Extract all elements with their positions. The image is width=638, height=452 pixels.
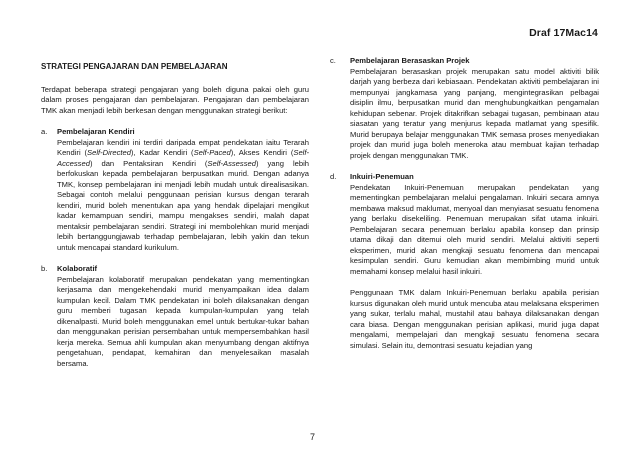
strategy-b: [41, 264, 309, 369]
left-column: [41, 54, 309, 380]
strategy-text: Pembelajaran kendiri ini terdiri daripada empat pendekatan iaitu Terarah Kendiri (Self-Directed), Kadar Kendiri (Self-Paced), Akses Kendiri (Self-Accessed) dan Pentaksiran Kendiri (Self-Assessed) yang lebih berfokuskan kepada pembelajaran berpusatkan murid. Dengan adanya TMK, konsep pembelajaran ini menjadi lebih mudah untuk direalisasikan. Sebagai contoh melalui penggunaan perisian kursus dengan terarah kendiri, murid boleh menentukan apa yang hendak dipelajari mengikut kadar kemampuan sendiri, mampu mengakses sendiri, malah dapat mentaksir pembelajaran sendiri. Strategi ini membolehkan murid menjadi lebih bertanggungjawab terhadap pembelajaran, lebih yakin dan tekun untuk mencapai standard kurikulum.: [57, 137, 309, 252]
page-number: 7: [310, 432, 316, 442]
section-heading: STRATEGI PENGAJARAN DAN PEMBELAJARAN: [41, 62, 228, 71]
intro-paragraph: Terdapat beberapa strategi pengajaran yang boleh diguna pakai oleh guru dalam proses pengajaran dan pembelajaran. Pengajaran dan pembelajaran TMK akan menjadi lebih berkesan dengan menggunakan strategi berikut:: [41, 84, 309, 115]
strategy-text: Pendekatan Inkuiri-Penemuan merupakan pendekatan yang mementingkan pembelajaran melalui pengalaman. Inkuiri secara amnya membawa maksud maklumat, menyoal dan menyiasat sesuatu fenomena yang berlaku disekeliling. Penemuan merupakan sifat utama inkuiri. Pembelajaran secara penemuan berlaku apabila konsep dan prinsip utama dikaji dan ditemui oleh murid sendiri. Melalui aktiviti seperti eksperimen, murid akan mengkaji sesuatu fenomena dan mencapai kesimpulan sendiri. Guru kemudian akan membimbing murid untuk memahami konsep melalui hasil inkuiri.: [350, 182, 599, 276]
strategy-d: [330, 172, 599, 277]
strategy-letter: b.: [41, 264, 48, 273]
strategy-text: Pembelajaran kolaboratif merupakan pendekatan yang mementingkan kerjasama dan mengekehendaki murid menyampaikan idea dalam kumpulan kecil. Dalam TMK pendekatan ini boleh dilaksanakan dengan guru memberi tugasan kepada kumpulan-kumpulan yang telah dikenalpasti. Murid boleh menggunakan emel untuk bertukar-tukar bahan dan menggunakan perisian persembahan untuk mempersembahkan hasil kerja mereka. Semua ahli kumpulan akan menyumbang dengan aktifnya pengetahuan, pendapat, kemahiran dan menyelesaikan masalah bersama.: [57, 274, 309, 368]
closing-paragraph: Penggunaan TMK dalam Inkuiri-Penemuan berlaku apabila perisian kursus digunakan oleh murid untuk mencuba atau melaksana eksperimen yang sukar, terlalu mahal, mustahil atau bahaya dilaksanakan dengan cara biasa. Dengan menggunakan perisian aplikasi, murid juga dapat mengalami, mempelajari dan mengkaji sesuatu fenomena secara simulasi. Selain itu, demontrasi sesuatu kejadian yang: [350, 288, 599, 350]
strategy-title: Kolaboratif: [57, 264, 98, 273]
strategy-letter: c.: [330, 56, 336, 65]
strategy-title: Inkuiri-Penemuan: [350, 172, 414, 181]
strategy-title: Pembelajaran Kendiri: [57, 127, 135, 136]
draft-label: Draf 17Mac14: [529, 27, 598, 39]
strategy-a: [41, 127, 309, 253]
strategy-c: [330, 56, 599, 161]
strategy-text: Pembelajaran berasaskan projek merupakan satu model aktiviti bilik darjah yang berbeza dari kebiasaan. Pendekatan aktiviti pembelajaran ini mempunyai jangkamasa yang panjang, mengintegrasikan pelbagai disiplin ilmu, berpusatkan murid dan menghubungkaitkan pengamalan kehidupan sebenar. Projek ditakrifkan sebagai tugasan, pembinaan atau siasatan yang teratur yang menjurus kepada matlamat yang spesifik. Murid berupaya belajar menggunakan TMK semasa proses menyediakan projek dan murid juga boleh meneroka atau membuat kajian terhadap projek dengan menggunakan TMK.: [350, 66, 599, 160]
strategy-letter: a.: [41, 127, 48, 136]
strategy-letter: d.: [330, 172, 337, 181]
strategy-title: Pembelajaran Berasaskan Projek: [350, 56, 470, 65]
right-column: [330, 56, 599, 362]
